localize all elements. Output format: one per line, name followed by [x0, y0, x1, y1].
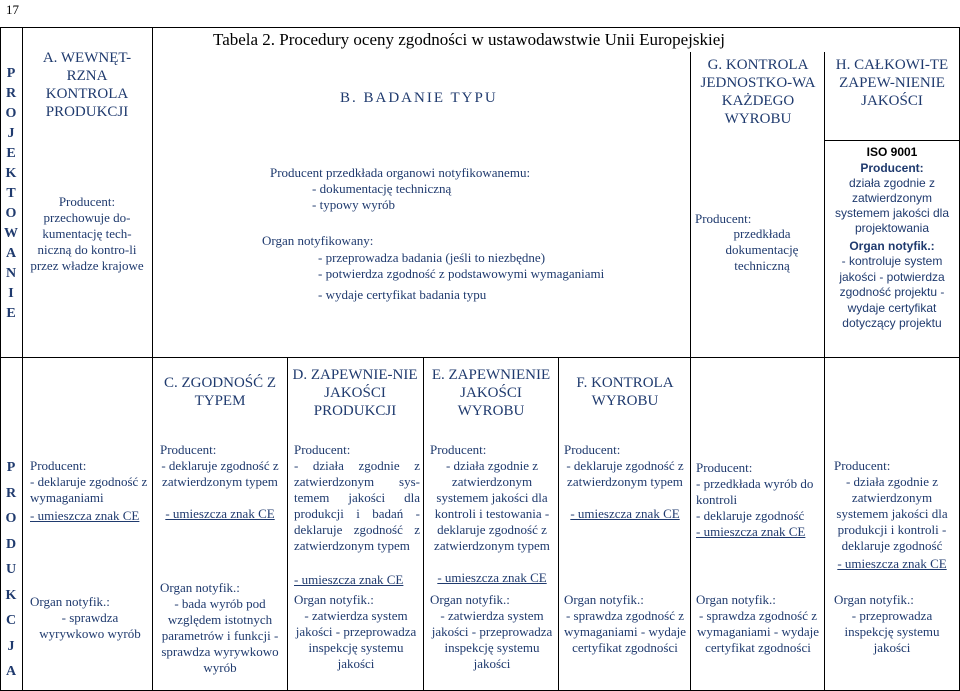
- iso-label: ISO 9001: [866, 145, 918, 159]
- side-letter: O: [5, 511, 17, 526]
- f-producer-text: - deklaruje zgodność z zatwierdzonym typem: [566, 458, 684, 489]
- col-h-organ-label: Organ notyfik.:: [849, 239, 935, 253]
- table-title: Tabela 2. Procedury oceny zgodności w ustawodawstwie Unii Europejskiej: [213, 30, 725, 49]
- g-bot-organ-text: - sprawdza zgodność z wymaganiami - wydaje certyfikat zgodności: [696, 608, 819, 655]
- col-a-producer-label: Producent:: [58, 194, 116, 209]
- rule: [824, 140, 960, 141]
- c-organ-label: Organ notyfik.:: [160, 580, 240, 595]
- side-letter: P: [6, 460, 16, 475]
- side-letter: R: [5, 86, 17, 101]
- col-h-heading: H. CAŁKOWI-TE ZAPEW-NIENIE JAKOŚCI: [835, 57, 949, 109]
- h-bot-producer-text: - działa zgodnie z zatwierdzonym systemem jakości dla produkcji i kontroli - deklaruje zgodność: [836, 474, 948, 553]
- e-producer-text: - działa zgodnie z zatwierdzonym systemem jakości dla kontroli i testowania - deklaruje zgodność z zatwierdzonym typem: [434, 458, 550, 553]
- rule: [0, 357, 960, 358]
- a-bot-organ-text: - sprawdza wyrywkowo wyrób: [39, 610, 141, 641]
- f-producer-ce: - umieszcza znak CE: [570, 506, 680, 521]
- rule: [690, 52, 691, 357]
- col-h-producer-label: Producent:: [860, 161, 924, 175]
- h-bot-organ-text: - przeprowadza inspekcję systemu jakości: [844, 608, 940, 655]
- side-letter: J: [7, 638, 15, 654]
- col-g-heading: G. KONTROLA JEDNOSTKO-WA KAŻDEGO WYROBU: [700, 57, 816, 127]
- h-bot-producer-label: Producent:: [834, 458, 891, 473]
- side-letter: J: [7, 126, 15, 141]
- page-number: 17: [6, 2, 19, 17]
- d-organ-text: - zatwierdza system jakości - przeprowadza inspekcję systemu jakości: [295, 608, 417, 671]
- a-bot-producer-text: - deklaruje zgodność z wymaganiami: [30, 474, 148, 505]
- a-bot-organ-label: Organ notyfik.:: [30, 594, 110, 609]
- e-producer-label: Producent:: [430, 442, 487, 457]
- e-organ-label: Organ notyfik.:: [430, 592, 510, 607]
- g-bot-producer-text2: - deklaruje zgodność: [696, 508, 805, 523]
- g-bot-producer-label: Producent:: [696, 460, 753, 475]
- rule: [824, 357, 825, 691]
- col-h-producer-text: działa zgodnie z zatwierdzonym systemem jakości dla projektowania: [834, 176, 950, 235]
- d-producer-text: - działa zgodnie z zatwierdzonym sys-temem jakości dla produkcji i badań -deklaruje zgodność z zatwierdzonym typem: [294, 458, 420, 553]
- e-organ-text: - zatwierdza system jakości - przeprowadza inspekcję systemu jakości: [431, 608, 553, 671]
- col-e-heading: E. ZAPEWNIENIE JAKOŚCI WYROBU: [431, 367, 551, 419]
- rule: [152, 357, 153, 691]
- rule: [287, 357, 288, 691]
- side-letter: I: [8, 286, 14, 301]
- side-letter: E: [6, 306, 16, 321]
- rule: [558, 357, 559, 691]
- a-bot-producer-ce: - umieszcza znak CE: [30, 508, 140, 523]
- d-producer-ce: - umieszcza znak CE: [294, 572, 404, 587]
- col-b-organ-item: - potwierdza zgodność z podstawowymi wymaganiami: [318, 266, 605, 281]
- c-producer-label: Producent:: [160, 442, 217, 457]
- side-letter: R: [5, 485, 17, 501]
- side-letter: U: [5, 562, 17, 577]
- col-c-heading: C. ZGODNOŚĆ Z TYPEM: [163, 375, 277, 409]
- side-letter: O: [5, 106, 17, 121]
- g-bot-producer-text1: - przedkłada wyrób do kontroli: [696, 476, 814, 507]
- rule: [152, 27, 153, 357]
- col-g-producer-text: przedkłada dokumentację techniczną: [725, 226, 799, 273]
- h-bot-producer-ce: - umieszcza znak CE: [837, 556, 947, 571]
- side-letter: E: [6, 146, 16, 161]
- rule: [690, 357, 691, 691]
- c-producer-ce: - umieszcza znak CE: [165, 506, 275, 521]
- f-organ-label: Organ notyfik.:: [564, 592, 644, 607]
- f-organ-text: - sprawdza zgodność z wymaganiami - wydaje certyfikat zgodności: [563, 608, 686, 655]
- rule: [423, 357, 424, 691]
- side-letter: D: [5, 536, 17, 552]
- side-letter: A: [5, 664, 17, 679]
- c-organ-text: - bada wyrób pod względem istotnych parametrów i funkcji - sprawdza wyrywkowo wyrób: [161, 596, 279, 675]
- side-letter: W: [4, 226, 18, 241]
- e-producer-ce: - umieszcza znak CE: [437, 570, 547, 585]
- side-letter: K: [5, 587, 17, 603]
- side-letter: T: [6, 186, 16, 201]
- rule: [22, 27, 23, 691]
- side-letter: C: [5, 613, 17, 628]
- col-d-heading: D. ZAPEWNIE-NIE JAKOŚCI PRODUKCJI: [292, 367, 418, 419]
- col-b-organ-item: - wydaje certyfikat badania typu: [318, 287, 487, 302]
- c-producer-text: - deklaruje zgodność z zatwierdzonym typem: [161, 458, 279, 489]
- col-f-heading: F. KONTROLA WYROBU: [576, 375, 674, 409]
- d-producer-label: Producent:: [294, 442, 351, 457]
- col-h-organ-text: - kontroluje system jakości - potwierdza zgodność projektu - wydaje certyfikat dotyczący projektu: [839, 254, 945, 330]
- g-bot-producer-ce: - umieszcza znak CE: [696, 524, 806, 539]
- rule: [0, 27, 960, 28]
- col-b-producer-item: - dokumentację techniczną: [312, 181, 452, 196]
- side-letter: A: [5, 246, 17, 261]
- col-b-producer-line: Producent przedkłada organowi notyfikowanemu:: [270, 165, 531, 180]
- side-letter: K: [5, 166, 17, 181]
- col-b-producer-item: - typowy wyrób: [312, 197, 396, 212]
- h-bot-organ-label: Organ notyfik.:: [834, 592, 914, 607]
- rule: [824, 52, 825, 357]
- side-letter: O: [5, 206, 17, 221]
- d-organ-label: Organ notyfik.:: [294, 592, 374, 607]
- g-bot-organ-label: Organ notyfik.:: [696, 592, 776, 607]
- a-bot-producer-label: Producent:: [30, 458, 87, 473]
- f-producer-label: Producent:: [564, 442, 621, 457]
- col-a-producer-text: przechowuje do-kumentację tech-niczną do kontro-li przez władze krajowe: [30, 210, 144, 273]
- col-g-producer-label: Producent:: [695, 211, 752, 226]
- side-letter: N: [5, 266, 17, 281]
- side-letter: P: [6, 66, 16, 81]
- col-b-organ-item: - przeprowadza badania (jeśli to niezbędne): [318, 250, 546, 265]
- col-a-heading: A. WEWNĘT-RZNA KONTROLA PRODUKCJI: [42, 50, 132, 120]
- col-b-organ-label: Organ notyfikowany:: [262, 233, 374, 248]
- col-b-heading: B. BADANIE TYPU: [340, 90, 498, 106]
